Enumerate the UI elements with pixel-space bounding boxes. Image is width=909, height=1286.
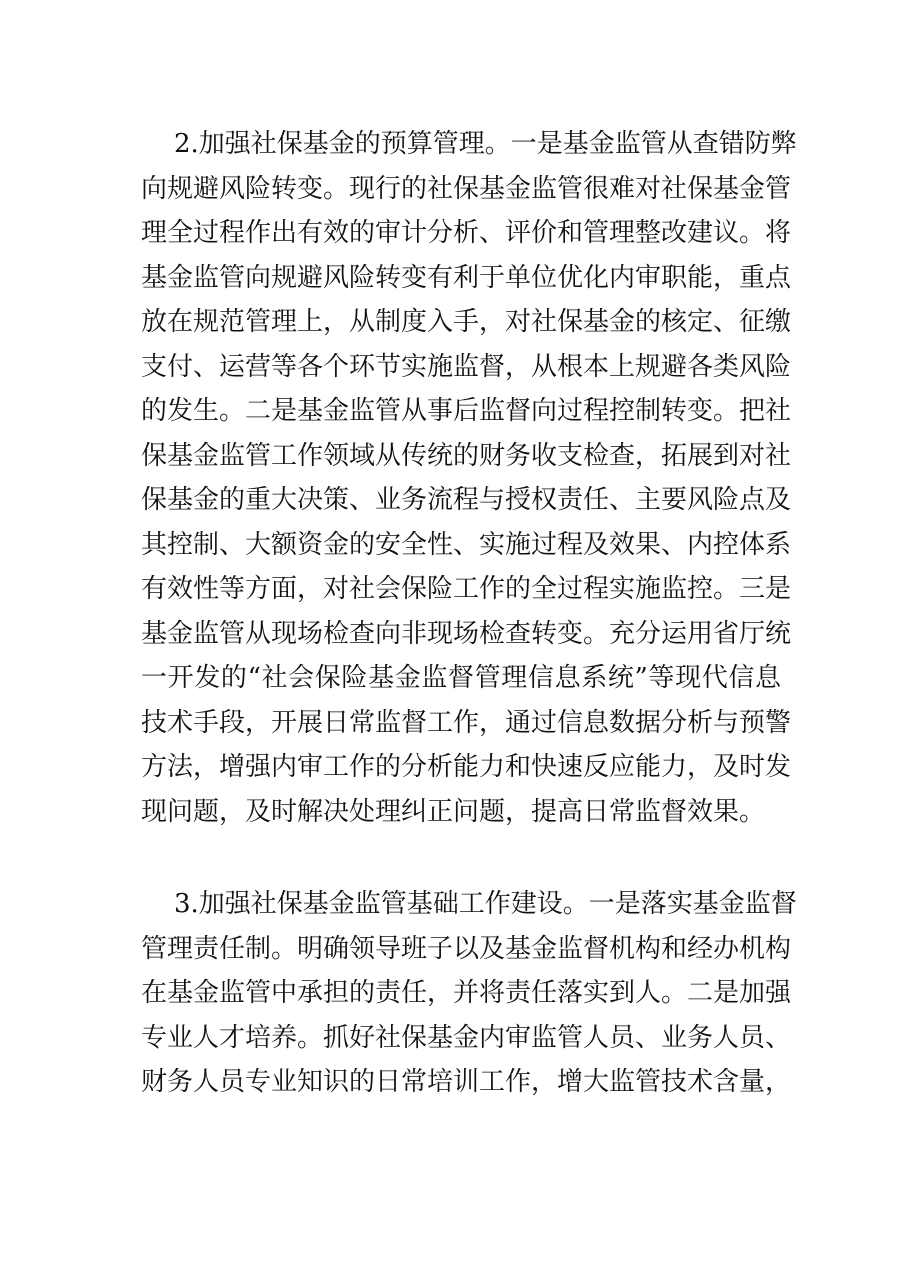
paragraph-line: 支付、运营等各个环节实施监督，从根本上规避各类风险 [141,351,792,382]
paragraph-line: 放在规范管理上，从制度入手，对社保基金的核定、征缴 [141,307,792,337]
paragraph-line: 保基金监管工作领域从传统的财务收支检查，拓展到对社 [141,440,792,471]
paragraph-budget-management [141,122,797,834]
paragraph-line: 基金监管向规避风险转变有利于单位优化内审职能，重点 [141,262,792,293]
paragraph-line: 现问题，及时解决处理纠正问题，提高日常监督效果。 [141,796,766,827]
paragraph-line: 方法，增强内审工作的分析能力和快速反应能力，及时发 [141,752,792,782]
paragraph-line: 基金监管从现场检查向非现场检查转变。充分运用省厅统 [141,618,792,649]
paragraph-line: 理全过程作出有效的审计分析、评价和管理整改建议。将 [141,218,792,248]
paragraph-line: 一开发的“社会保险基金监督管理信息系统”等现代信息 [141,663,781,693]
paragraph-line: 技术手段，开展日常监督工作，通过信息数据分析与预警 [141,707,792,738]
paragraph-line: 的发生。二是基金监管从事后监督向过程控制转变。把社 [141,396,792,426]
paragraph-line: 管理责任制。明确领导班子以及基金监督机构和经办机构 [141,933,792,964]
paragraph-line: 有效性等方面，对社会保险工作的全过程实施监控。三是 [141,574,792,604]
paragraph-line: 2.加强社保基金的预算管理。一是基金监管从查错防弊 [174,129,797,159]
paragraph-line: 财务人员专业知识的日常培训工作，增大监管技术含量， [141,1067,792,1097]
paragraph-line: 专业人才培养。抓好社保基金内审监管人员、业务人员、 [141,1022,792,1053]
paragraph-line: 其控制、大额资金的安全性、实施过程及效果、内控体系 [141,529,792,560]
paragraph-foundation-work [141,882,797,1105]
paragraph-line: 在基金监管中承担的责任，并将责任落实到人。二是加强 [141,978,792,1008]
paragraph-line: 保基金的重大决策、业务流程与授权责任、主要风险点及 [141,485,792,515]
paragraph-line: 向规避风险转变。现行的社保基金监管很难对社保基金管 [141,173,792,204]
paragraph-line: 3.加强社保基金监管基础工作建设。一是落实基金监督 [174,889,797,919]
